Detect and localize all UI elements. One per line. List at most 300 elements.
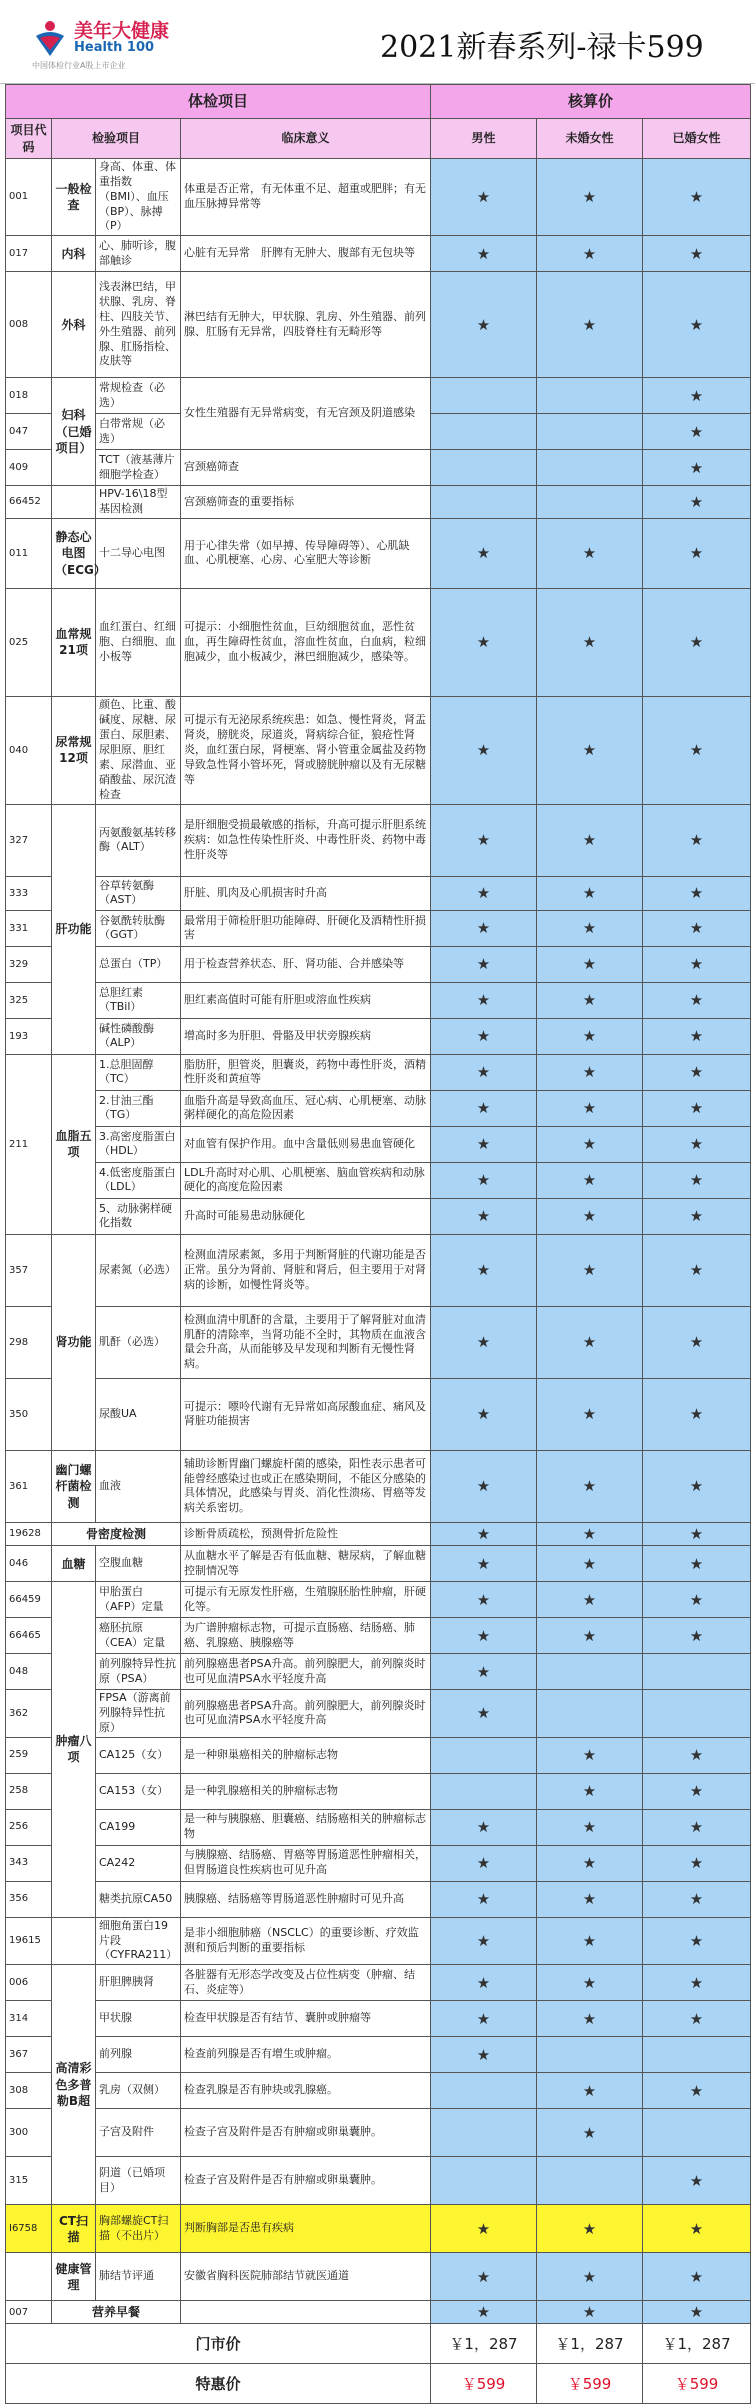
married-female-mark: ★ <box>643 486 751 519</box>
item-code: 017 <box>6 236 52 272</box>
male-mark: ★ <box>431 2037 537 2073</box>
male-mark: ★ <box>431 588 537 696</box>
unmarried-female-mark: ★ <box>537 1090 643 1126</box>
check-item: 血红蛋白、红细胞、白细胞、血小板等 <box>96 588 181 696</box>
male-mark <box>431 2109 537 2157</box>
unmarried-female-mark: ★ <box>537 2253 643 2301</box>
table-row <box>6 1917 751 1965</box>
male-mark: ★ <box>431 1162 537 1198</box>
male-mark: ★ <box>431 1126 537 1162</box>
married-female-mark: ★ <box>643 450 751 486</box>
item-code: 356 <box>6 1881 52 1917</box>
married-female-mark: ★ <box>643 1582 751 1618</box>
item-code: I6758 <box>6 2205 52 2253</box>
clinical-meaning: 胆红素高值时可能有肝胆或溶血性疾病 <box>181 982 431 1018</box>
unmarried-female-mark: ★ <box>537 1378 643 1450</box>
check-item: 尿素氮（必选） <box>96 1234 181 1306</box>
table-row <box>6 2109 751 2157</box>
item-code: 040 <box>6 696 52 804</box>
code-header: 项目代码 <box>6 119 52 159</box>
clinical-meaning: 判断胸部是否患有疾病 <box>181 2205 431 2253</box>
unmarried-female-mark: ★ <box>537 910 643 946</box>
check-item: 糖类抗原CA50 <box>96 1881 181 1917</box>
clinical-meaning: 体重是否正常，有无体重不足、超重或肥胖；有无血压脉搏异常等 <box>181 159 431 236</box>
table-row <box>6 1690 751 1738</box>
item-code: 367 <box>6 2037 52 2073</box>
table-row <box>6 236 751 272</box>
married-female-mark: ★ <box>643 946 751 982</box>
item-code: 018 <box>6 378 52 414</box>
check-item: 心、肺听诊，腹部触诊 <box>96 236 181 272</box>
logo-english-name: Health 100 <box>74 40 155 55</box>
table-row <box>6 2253 751 2301</box>
unmarried-female-mark: ★ <box>537 159 643 236</box>
married-female-mark <box>643 1654 751 1690</box>
item-code: 011 <box>6 518 52 588</box>
unmarried-female-mark: ★ <box>537 2109 643 2157</box>
table-row <box>6 1773 751 1809</box>
married-female-mark: ★ <box>643 1378 751 1450</box>
clinical-meaning: 前列腺癌患者PSA升高。前列腺肥大，前列腺炎时也可见血清PSA水平轻度升高 <box>181 1690 431 1738</box>
table-row <box>6 1234 751 1306</box>
check-item: 尿酸UA <box>96 1378 181 1450</box>
category-cell: 一般检查 <box>52 159 96 236</box>
clinical-meaning: 是一种与胰腺癌、胆囊癌、结肠癌相关的肿瘤标志物 <box>181 1809 431 1845</box>
unmarried-female-mark <box>537 486 643 519</box>
male-mark: ★ <box>431 1522 537 1545</box>
married-female-mark: ★ <box>643 1965 751 2001</box>
married-female-mark: ★ <box>643 1306 751 1378</box>
category-cell <box>52 1917 96 1965</box>
table-row <box>6 804 751 876</box>
unmarried-female-mark: ★ <box>537 1018 643 1054</box>
male-mark: ★ <box>431 1582 537 1618</box>
category-cell: 尿常规12项 <box>52 696 96 804</box>
item-code: 008 <box>6 272 52 378</box>
table-row <box>6 2037 751 2073</box>
male-mark: ★ <box>431 1234 537 1306</box>
clinical-meaning: 诊断骨质疏松，预测骨折危险性 <box>181 1522 431 1545</box>
accounting-price-header: 核算价 <box>431 85 751 119</box>
unmarried-female-mark: ★ <box>537 1881 643 1917</box>
table-row <box>6 1090 751 1126</box>
check-item: 2.甘油三酯（TG） <box>96 1090 181 1126</box>
unmarried-female-mark: ★ <box>537 1618 643 1654</box>
unmarried-female-mark: ★ <box>537 1054 643 1090</box>
clinical-meaning: 前列腺癌患者PSA升高。前列腺肥大，前列腺炎时也可见血清PSA水平轻度升高 <box>181 1654 431 1690</box>
check-item: 浅表淋巴结，甲状腺、乳房、脊柱、四肢关节、外生殖器、前列腺、肛肠指检、皮肤等 <box>96 272 181 378</box>
married-female-mark: ★ <box>643 1809 751 1845</box>
check-item: 癌胚抗原（CEA）定量 <box>96 1618 181 1654</box>
male-mark: ★ <box>431 236 537 272</box>
item-code: 048 <box>6 1654 52 1690</box>
male-mark: ★ <box>431 1450 537 1522</box>
clinical-meaning: 最常用于筛检肝胆功能障碍、肝硬化及酒精性肝损害 <box>181 910 431 946</box>
unmarried-female-mark: ★ <box>537 1126 643 1162</box>
male-mark: ★ <box>431 159 537 236</box>
logo-subtitle: 中国体检行业A股上市企业 <box>32 61 126 70</box>
check-item: 3.高密度脂蛋白（HDL） <box>96 1126 181 1162</box>
check-item: 谷草转氨酶（AST） <box>96 876 181 910</box>
category-cell: 营养早餐 <box>52 2301 181 2324</box>
table-row <box>6 1522 751 1545</box>
check-item: CA125（女） <box>96 1737 181 1773</box>
unmarried-female-mark: ★ <box>537 518 643 588</box>
male-mark: ★ <box>431 982 537 1018</box>
category-cell: 外科 <box>52 272 96 378</box>
table-row <box>6 1582 751 1618</box>
clinical-meaning: 从血糖水平了解是否有低血糖、糖尿病，了解血糖控制情况等 <box>181 1546 431 1582</box>
category-cell: 内科 <box>52 236 96 272</box>
table-row <box>6 1162 751 1198</box>
married-female-mark: ★ <box>643 1522 751 1545</box>
check-item: 细胞角蛋白19片段（CYFRA211） <box>96 1917 181 1965</box>
married-female-mark: ★ <box>643 1881 751 1917</box>
unmarried-female-mark: ★ <box>537 1773 643 1809</box>
married-female-mark: ★ <box>643 804 751 876</box>
male-mark: ★ <box>431 1690 537 1738</box>
logo-chinese-name: 美年大健康 <box>74 20 170 42</box>
item-code: 333 <box>6 876 52 910</box>
check-item: 白带常规（必选） <box>96 414 181 450</box>
clinical-meaning: LDL升高时对心肌、心肌梗塞、脑血管疾病和动脉硬化的高度危险因素 <box>181 1162 431 1198</box>
married-female-mark: ★ <box>643 1090 751 1126</box>
item-code: 343 <box>6 1845 52 1881</box>
unmarried-female-mark: ★ <box>537 2073 643 2109</box>
table-row <box>6 2205 751 2253</box>
table-row <box>6 1126 751 1162</box>
category-cell <box>52 486 96 519</box>
married-female-mark: ★ <box>643 1737 751 1773</box>
male-mark: ★ <box>431 876 537 910</box>
unmarried-female-mark: ★ <box>537 804 643 876</box>
check-item: 甲状腺 <box>96 2001 181 2037</box>
unmarried-female-mark: ★ <box>537 1450 643 1522</box>
married-female-mark: ★ <box>643 910 751 946</box>
male-mark: ★ <box>431 696 537 804</box>
unmarried-female-mark: ★ <box>537 588 643 696</box>
item-code: 66452 <box>6 486 52 519</box>
married-female-mark: ★ <box>643 2073 751 2109</box>
unmarried-female-mark <box>537 2157 643 2205</box>
male-mark <box>431 2073 537 2109</box>
category-cell: CT扫描 <box>52 2205 96 2253</box>
unmarried-female-mark: ★ <box>537 1522 643 1545</box>
unmarried-female-mark: ★ <box>537 2205 643 2253</box>
married-female-mark: ★ <box>643 1450 751 1522</box>
unmarried-female-mark: ★ <box>537 1546 643 1582</box>
category-cell: 高清彩色多普勒B超 <box>52 1965 96 2205</box>
category-cell: 肾功能 <box>52 1234 96 1450</box>
check-item: 身高、体重、体重指数（BMI）、血压（BP）、脉搏（P） <box>96 159 181 236</box>
married-female-mark: ★ <box>643 2001 751 2037</box>
male-mark: ★ <box>431 1965 537 2001</box>
married-female-mark: ★ <box>643 1054 751 1090</box>
unmarried-female-mark: ★ <box>537 946 643 982</box>
unmarried-female-mark <box>537 414 643 450</box>
clinical-meaning: 宫颈癌筛查 <box>181 450 431 486</box>
retail-price-label: 门市价 <box>6 2324 431 2364</box>
married-female-mark <box>643 2109 751 2157</box>
married-female-mark: ★ <box>643 1546 751 1582</box>
exam-table <box>5 84 751 2404</box>
item-code: 259 <box>6 1737 52 1773</box>
item-code: 357 <box>6 1234 52 1306</box>
table-row <box>6 2001 751 2037</box>
married-female-mark: ★ <box>643 2205 751 2253</box>
check-item: 碱性磷酸酶（ALP） <box>96 1018 181 1054</box>
male-mark: ★ <box>431 2205 537 2253</box>
clinical-meaning: 检查乳腺是否有肿块或乳腺癌。 <box>181 2073 431 2109</box>
clinical-meaning: 可提示：嘌呤代谢有无异常如高尿酸血症、痛风及肾脏功能损害 <box>181 1378 431 1450</box>
check-item: 5、动脉粥样硬化指数 <box>96 1198 181 1234</box>
clinical-meaning: 升高时可能易患动脉硬化 <box>181 1198 431 1234</box>
married-female-header: 已婚女性 <box>643 119 751 159</box>
item-code: 298 <box>6 1306 52 1378</box>
item-code: 300 <box>6 2109 52 2157</box>
item-code: 047 <box>6 414 52 450</box>
clinical-meaning: 可提示有无泌尿系统疾患：如急、慢性肾炎，肾盂肾炎，膀胱炎，尿道炎，肾病综合征，狼疮性肾炎，血红蛋白尿，肾梗塞、肾小管重金属盐及药物导致急性肾小管坏死，肾或膀胱肿瘤以及有无尿糖等 <box>181 696 431 804</box>
clinical-meaning: 是非小细胞肺癌（NSCLC）的重要诊断、疗效监测和预后判断的重要指标 <box>181 1917 431 1965</box>
married-female-mark: ★ <box>643 1018 751 1054</box>
item-code: 325 <box>6 982 52 1018</box>
table-row <box>6 1618 751 1654</box>
clinical-meaning: 用于检查营养状态、肝、肾功能、合并感染等 <box>181 946 431 982</box>
clinical-meaning: 宫颈癌筛查的重要指标 <box>181 486 431 519</box>
unmarried-female-mark <box>537 378 643 414</box>
table-row <box>6 518 751 588</box>
unmarried-female-mark: ★ <box>537 696 643 804</box>
page-header <box>0 0 755 84</box>
check-item: HPV-16\18型基因检测 <box>96 486 181 519</box>
item-code: 006 <box>6 1965 52 2001</box>
retail-price-unmarried: ￥1，287 <box>537 2324 643 2364</box>
male-mark: ★ <box>431 1654 537 1690</box>
male-mark: ★ <box>431 2301 537 2324</box>
married-female-mark <box>643 2037 751 2073</box>
item-code: 329 <box>6 946 52 982</box>
table-row <box>6 378 751 414</box>
clinical-meaning: 检测血清尿素氮，多用于判断肾脏的代谢功能是否正常。虽分为肾前、肾脏和肾后，但主要用于对肾病的诊断，如慢性肾炎等。 <box>181 1234 431 1306</box>
item-code: 046 <box>6 1546 52 1582</box>
unmarried-female-mark: ★ <box>537 1306 643 1378</box>
item-code: 007 <box>6 2301 52 2324</box>
table-row <box>6 876 751 910</box>
male-mark: ★ <box>431 2001 537 2037</box>
item-code: 66459 <box>6 1582 52 1618</box>
table-row <box>6 2073 751 2109</box>
table-row <box>6 1965 751 2001</box>
item-code: 361 <box>6 1450 52 1522</box>
category-cell: 健康管理 <box>52 2253 96 2301</box>
married-female-mark: ★ <box>643 378 751 414</box>
male-mark: ★ <box>431 946 537 982</box>
category-cell: 血糖 <box>52 1546 96 1582</box>
married-female-mark: ★ <box>643 1162 751 1198</box>
clinical-meaning: 辅助诊断胃幽门螺旋杆菌的感染，阳性表示患者可能曾经感染过也或正在感染期间，不能区分感染的具体情况，此感染与胃炎、消化性溃疡、胃癌等发病关系密切。 <box>181 1450 431 1522</box>
item-code: 308 <box>6 2073 52 2109</box>
item-code: 314 <box>6 2001 52 2037</box>
check-item: FPSA（游离前列腺特异性抗原） <box>96 1690 181 1738</box>
clinical-meaning: 女性生殖器有无异常病变，有无宫颈及阴道感染 <box>181 378 431 450</box>
retail-price-married: ￥1，287 <box>643 2324 751 2364</box>
clinical-meaning: 与胰腺癌、结肠癌、胃癌等胃肠道恶性肿瘤相关，但胃肠道良性疾病也可见升高 <box>181 1845 431 1881</box>
table-row <box>6 159 751 236</box>
clinical-meaning: 安徽省胸科医院肺部结节就医通道 <box>181 2253 431 2301</box>
male-mark: ★ <box>431 1809 537 1845</box>
clinical-meaning: 为广谱肿瘤标志物，可提示直肠癌、结肠癌、肺癌、乳腺癌、胰腺癌等 <box>181 1618 431 1654</box>
unmarried-female-mark: ★ <box>537 1737 643 1773</box>
check-item: 肌酐（必选） <box>96 1306 181 1378</box>
item-code: 001 <box>6 159 52 236</box>
category-cell: 幽门螺杆菌检测 <box>52 1450 96 1522</box>
married-female-mark: ★ <box>643 876 751 910</box>
table-row <box>6 1546 751 1582</box>
category-cell: 肿瘤八项 <box>52 1582 96 1918</box>
unmarried-female-mark: ★ <box>537 876 643 910</box>
male-mark: ★ <box>431 1054 537 1090</box>
item-code: 025 <box>6 588 52 696</box>
male-mark <box>431 378 537 414</box>
check-item: 胸部螺旋CT扫描（不出片） <box>96 2205 181 2253</box>
unmarried-female-mark: ★ <box>537 272 643 378</box>
clinical-meaning: 增高时多为肝胆、骨骼及甲状旁腺疾病 <box>181 1018 431 1054</box>
item-code: 362 <box>6 1690 52 1738</box>
table-row <box>6 1881 751 1917</box>
check-item: 甲胎蛋白（AFP）定量 <box>96 1582 181 1618</box>
married-female-mark: ★ <box>643 1845 751 1881</box>
check-item: 总胆红素（TBil） <box>96 982 181 1018</box>
check-item: 4.低密度脂蛋白（LDL） <box>96 1162 181 1198</box>
check-item: 子宫及附件 <box>96 2109 181 2157</box>
clinical-meaning: 检查甲状腺是否有结节、囊肿或肿瘤等 <box>181 2001 431 2037</box>
unmarried-female-mark <box>537 1654 643 1690</box>
category-cell: 骨密度检测 <box>52 1522 181 1545</box>
table-row <box>6 486 751 519</box>
male-mark: ★ <box>431 910 537 946</box>
category-cell: 妇科（已婚项目） <box>52 378 96 486</box>
unmarried-female-mark: ★ <box>537 1162 643 1198</box>
table-row <box>6 272 751 378</box>
unmarried-female-mark: ★ <box>537 982 643 1018</box>
table-row <box>6 1306 751 1378</box>
male-mark: ★ <box>431 1306 537 1378</box>
item-code: 66465 <box>6 1618 52 1654</box>
married-female-mark: ★ <box>643 1618 751 1654</box>
check-item: CA242 <box>96 1845 181 1881</box>
table-row <box>6 1018 751 1054</box>
married-female-mark: ★ <box>643 1917 751 1965</box>
married-female-mark: ★ <box>643 982 751 1018</box>
sale-price-label: 特惠价 <box>6 2364 431 2404</box>
married-female-mark: ★ <box>643 1126 751 1162</box>
check-item: 阴道（已婚项目） <box>96 2157 181 2205</box>
sale-price-unmarried: ￥599 <box>537 2364 643 2404</box>
clinical-meaning: 心脏有无异常 肝脾有无肿大、腹部有无包块等 <box>181 236 431 272</box>
clinical-meaning: 是肝细胞受损最敏感的指标，升高可提示肝胆系统疾病：如急性传染性肝炎、中毒性肝炎、药物中毒性肝炎等 <box>181 804 431 876</box>
clinical-meaning: 各脏器有无形态学改变及占位性病变（肿瘤、结石、炎症等） <box>181 1965 431 2001</box>
unmarried-female-header: 未婚女性 <box>537 119 643 159</box>
exam-items-header: 体检项目 <box>6 85 431 119</box>
item-code: 350 <box>6 1378 52 1450</box>
check-item: 前列腺特异性抗原（PSA） <box>96 1654 181 1690</box>
check-item: CA199 <box>96 1809 181 1845</box>
table-row <box>6 1809 751 1845</box>
item-code: 315 <box>6 2157 52 2205</box>
item-code: 193 <box>6 1018 52 1054</box>
unmarried-female-mark: ★ <box>537 1809 643 1845</box>
male-mark: ★ <box>431 272 537 378</box>
table-row <box>6 946 751 982</box>
item-code <box>6 2253 52 2301</box>
item-code: 211 <box>6 1054 52 1234</box>
married-female-mark: ★ <box>643 696 751 804</box>
check-item: 血液 <box>96 1450 181 1522</box>
clinical-meaning: 对血管有保护作用。血中含量低则易患血管硬化 <box>181 1126 431 1162</box>
sale-price-male: ￥599 <box>431 2364 537 2404</box>
married-female-mark: ★ <box>643 2301 751 2324</box>
male-mark: ★ <box>431 1090 537 1126</box>
table-row <box>6 2157 751 2205</box>
married-female-mark: ★ <box>643 518 751 588</box>
male-mark: ★ <box>431 804 537 876</box>
clinical-meaning: 脂肪肝，胆管炎，胆囊炎，药物中毒性肝炎，酒精性肝炎和黄疸等 <box>181 1054 431 1090</box>
table-row <box>6 1654 751 1690</box>
table-row <box>6 696 751 804</box>
clinical-meaning: 淋巴结有无肿大，甲状腺、乳房、外生殖器、前列腺、肛肠有无异常，四肢脊柱有无畸形等 <box>181 272 431 378</box>
item-code: 19628 <box>6 1522 52 1545</box>
clinical-meaning: 检查子宫及附件是否有肿瘤或卵巢囊肿。 <box>181 2157 431 2205</box>
clinical-meaning: 可提示：小细胞性贫血，巨幼细胞贫血，恶性贫血，再生障碍性贫血，溶血性贫血，白血病，粒细胞减少，血小板减少，淋巴细胞减少，感染等。 <box>181 588 431 696</box>
check-item: 肺结节评通 <box>96 2253 181 2301</box>
married-female-mark: ★ <box>643 272 751 378</box>
check-item: 颜色、比重、酸碱度、尿糖、尿蛋白、尿胆素、尿胆原、胆红素、尿潜血、亚硝酸盐、尿沉渣检查 <box>96 696 181 804</box>
category-cell: 肝功能 <box>52 804 96 1054</box>
married-female-mark: ★ <box>643 159 751 236</box>
unmarried-female-mark: ★ <box>537 236 643 272</box>
table-row <box>6 1054 751 1090</box>
clinical-meaning: 肝脏、肌肉及心肌损害时升高 <box>181 876 431 910</box>
check-item: 常规检查（必选） <box>96 378 181 414</box>
table-row <box>6 588 751 696</box>
male-mark <box>431 414 537 450</box>
check-item-header: 检验项目 <box>52 119 181 159</box>
table-row <box>6 1845 751 1881</box>
check-item: 1.总胆固醇（TC） <box>96 1054 181 1090</box>
clinical-meaning: 用于心律失常（如早搏、传导障碍等）、心肌缺血、心肌梗塞、心房、心室肥大等诊断 <box>181 518 431 588</box>
married-female-mark: ★ <box>643 2157 751 2205</box>
unmarried-female-mark: ★ <box>537 2301 643 2324</box>
item-code: 409 <box>6 450 52 486</box>
table-row <box>6 450 751 486</box>
married-female-mark: ★ <box>643 2253 751 2301</box>
table-row <box>6 1198 751 1234</box>
male-mark: ★ <box>431 1378 537 1450</box>
check-item: 谷氨酰转肽酶（GGT） <box>96 910 181 946</box>
check-item: 空腹血糖 <box>96 1546 181 1582</box>
category-cell: 血常规21项 <box>52 588 96 696</box>
married-female-mark: ★ <box>643 414 751 450</box>
unmarried-female-mark <box>537 1690 643 1738</box>
table-row <box>6 910 751 946</box>
male-mark <box>431 486 537 519</box>
item-code: 19615 <box>6 1917 52 1965</box>
unmarried-female-mark: ★ <box>537 1198 643 1234</box>
male-mark: ★ <box>431 1845 537 1881</box>
check-item: 前列腺 <box>96 2037 181 2073</box>
male-mark: ★ <box>431 1917 537 1965</box>
table-body <box>6 159 751 2324</box>
